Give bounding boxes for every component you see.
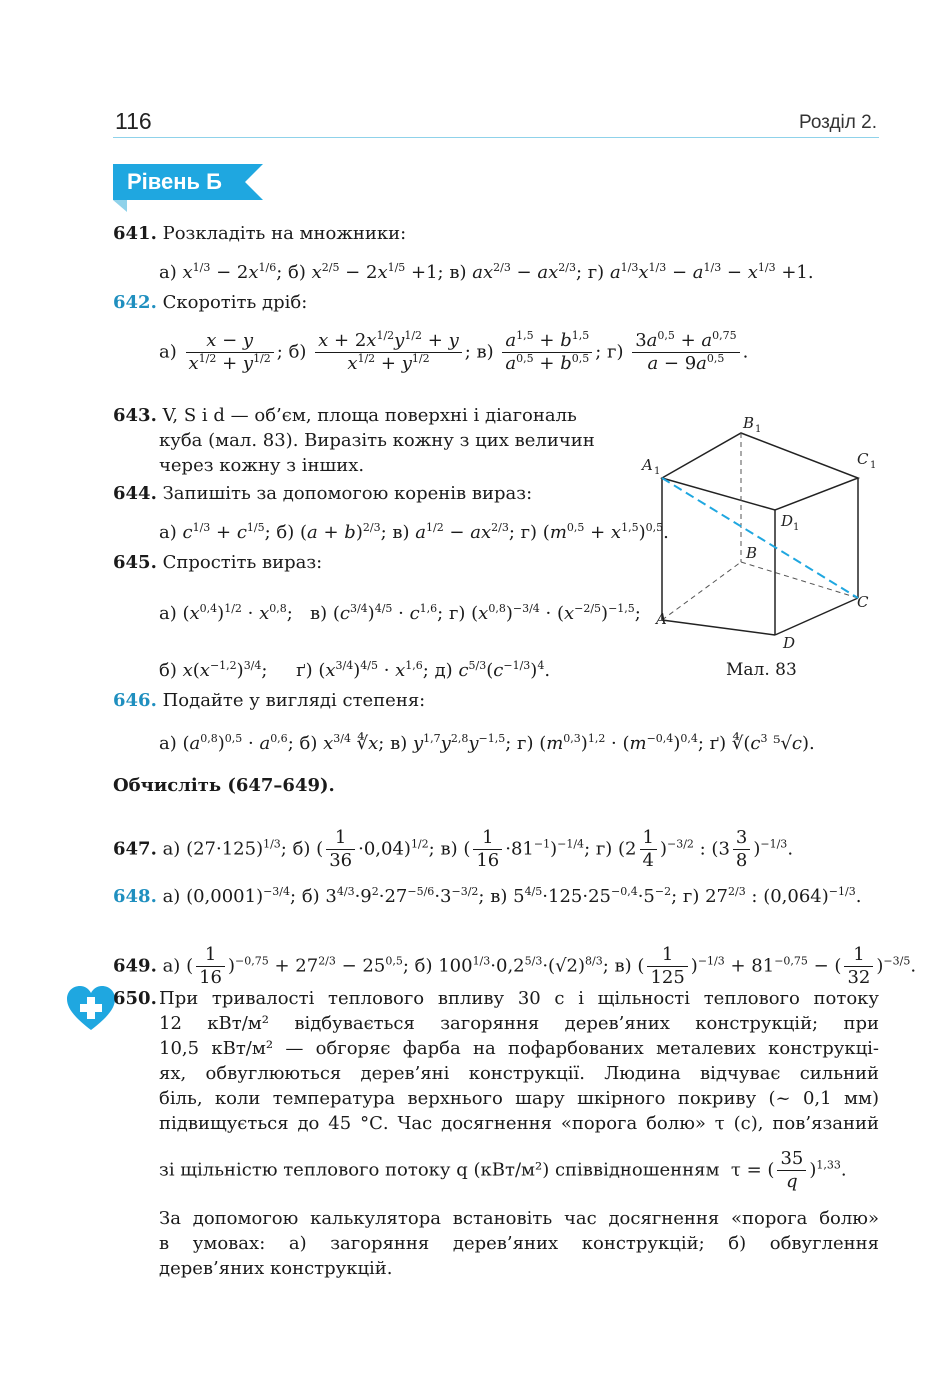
problem-644-items: а) $c^{1/3} + c^{1/5}$; б) $(a + b)^{2/3}$; в) $a^{1/2} - ax^{2/3}$; г) $(m^{0,5} + x^{1,5})^{0,5}$. — [159, 521, 669, 543]
problem-645-row2: б) $x(x^{-1,2})^{3/4}$; ґ) $(x^{3/4})^{4/5} \cdot x^{1,6}$; д) $c^{5/3}(c^{-1/3})^4$. — [159, 659, 551, 681]
problem-641-heading: 641. Розкладіть на множники: — [113, 223, 407, 244]
problem-646-heading: 646. Подайте у вигляді степеня: — [113, 690, 426, 711]
problem-647: 647. а) $(27\cdot 125)^{1/3}$; б) ( $\frac{1}{36}$ ·0,04)$^{1/2}$; в) ( $\frac{1}{16}$ $\cdot 81^{-1})^{-1/4}$; г) (2 $\frac{1}{4}$ )$^{-3/2}$ : (3 $\frac{3}{8}$ )$^{-1/3}$. — [113, 827, 794, 871]
problem-641-items: а) $x^{1/3} - 2x^{1/6}$; б) $x^{2/5} - 2x^{1/5} +1$; в) $ax^{2/3} - ax^{2/3}$; г) $a^{1/3}x^{1/3} - a^{1/3} - x^{1/3} +1$. — [159, 261, 814, 283]
problem-643-line1: 643. V, S і d — об’єм, площа поверхні і діагональ — [113, 405, 577, 426]
problem-646-items: а) $(a^{0,8})^{0,5} \cdot a^{0,6}$; б) $x^{3/4}$ ∜x; в) $y^{1,7}y^{2,8}y^{-1,5}$; г) $(m^{0,3})^{1,2} \cdot (m^{-0,4})^{0,4}$; ґ) $∜(c^3$ ⁵√c). — [159, 732, 815, 754]
problem-649: 649. а) ( $\frac{1}{16}$ )$^{-0,75} + 27^{2/3} - 25^{0,5}$; б) $100^{1/3}\cdot 0,2^{5/3}\cdot(√2)^{8/3}$; в) ( $\frac{1}{125}$ )$^{-1/3} + 81^{-0,75}$ − ( $\frac{1}{32}$ )$^{-3/5}$. — [113, 944, 917, 988]
problem-650-number: 650. — [113, 988, 157, 1009]
label-B1-sub: 1 — [755, 424, 762, 435]
problem-642-items: а) $\frac{x - y}{x^{1/2} + y^{1/2}}$ ; б) $\frac{x + 2x^{1/2}y^{1/2} + y}{x^{1/2} + y^{1/2}}$ ; в) $\frac{a^{1,5} + b^{1,5}}{a^{0,5} + b^{0,5}}$ ; г) $\frac{3a^{0,5} + a^{0,75}}{a - 9a^{0,5}}$ . — [159, 329, 749, 374]
problem-643-line2: куба (мал. 83). Виразіть кожну з цих величин — [159, 430, 595, 451]
problem-643-line3: через кожну з інших. — [159, 455, 365, 476]
label-D1: D — [781, 512, 794, 530]
label-B1: B — [743, 414, 755, 432]
problem-645-heading: 645. Спростіть вираз: — [113, 552, 323, 573]
page-number: 116 — [115, 108, 152, 134]
header-rule — [113, 137, 879, 138]
label-C1-sub: 1 — [870, 460, 877, 471]
label-A1: A — [642, 456, 653, 474]
problem-650-text: При тривалості теплового впливу 30 с і щільності теплового потоку 12 кВт/м² відбувається загоряння дерев’яних конструкцій; при 10,5 кВт/м² — обгоряє фарба на пофарбованих металевих конструкці- ях, обвуглюються дерев’яні конструкції. Людина відчуває сильний біль, коли температура верхнього шару шкірного покриву (~ 0,1 мм) підвищується до 45 °С. Час досягнення «порога болю» τ (с), пов’язаний — [159, 988, 879, 1134]
level-banner — [113, 164, 268, 218]
problem-644-heading: 644. Запишіть за допомогою коренів вираз: — [113, 483, 533, 504]
label-C: C — [857, 593, 869, 611]
problem-642-heading: 642. Скоротіть дріб: — [113, 292, 308, 313]
label-C1: C — [857, 450, 869, 468]
figure-caption: Мал. 83 — [726, 660, 797, 680]
problem-650-formula: зі щільністю теплового потоку q (кВт/м²) співвідношенням τ = ( $\frac{35}{q}$ )$^{1,33}$. — [159, 1148, 847, 1192]
section-title: Розділ 2. — [798, 112, 877, 133]
cube-drawing — [642, 410, 885, 652]
compute-heading: Обчисліть (647–649). — [113, 775, 335, 796]
label-D: D — [783, 634, 796, 652]
cube-figure — [642, 410, 885, 654]
label-B: B — [746, 544, 758, 562]
label-D1-sub: 1 — [793, 522, 800, 533]
problem-648: 648. а) $(0,0001)^{-3/4}$; б) $3^{4/3}\cdot 9^2\cdot 27^{-5/6}\cdot 3^{-3/2}$; в) $5^{4/5}\cdot 125\cdot 25^{-0,4}\cdot 5^{-2}$; г) $27^{2/3}$ : $(0,064)^{-1/3}$. — [113, 885, 862, 907]
label-A: A — [656, 610, 667, 628]
heart-plus-icon — [66, 986, 116, 1036]
label-A1-sub: 1 — [654, 466, 661, 477]
problem-645-row1: а) $(x^{0,4})^{1/2} \cdot x^{0,8}$; в) $(c^{3/4})^{4/5} \cdot c^{1,6}$; г) $(x^{0,8})^{-3/4} \cdot (x^{-2/5})^{-1,5}$; — [159, 602, 641, 624]
level-banner-label: Рівень Б — [127, 169, 222, 194]
problem-650-tail: За допомогою калькулятора встановіть час досягнення «порога болю» в умовах: а) загоряння дерев’яних конструкцій; б) обвуглення дерев’яних конструкцій. — [159, 1208, 879, 1279]
